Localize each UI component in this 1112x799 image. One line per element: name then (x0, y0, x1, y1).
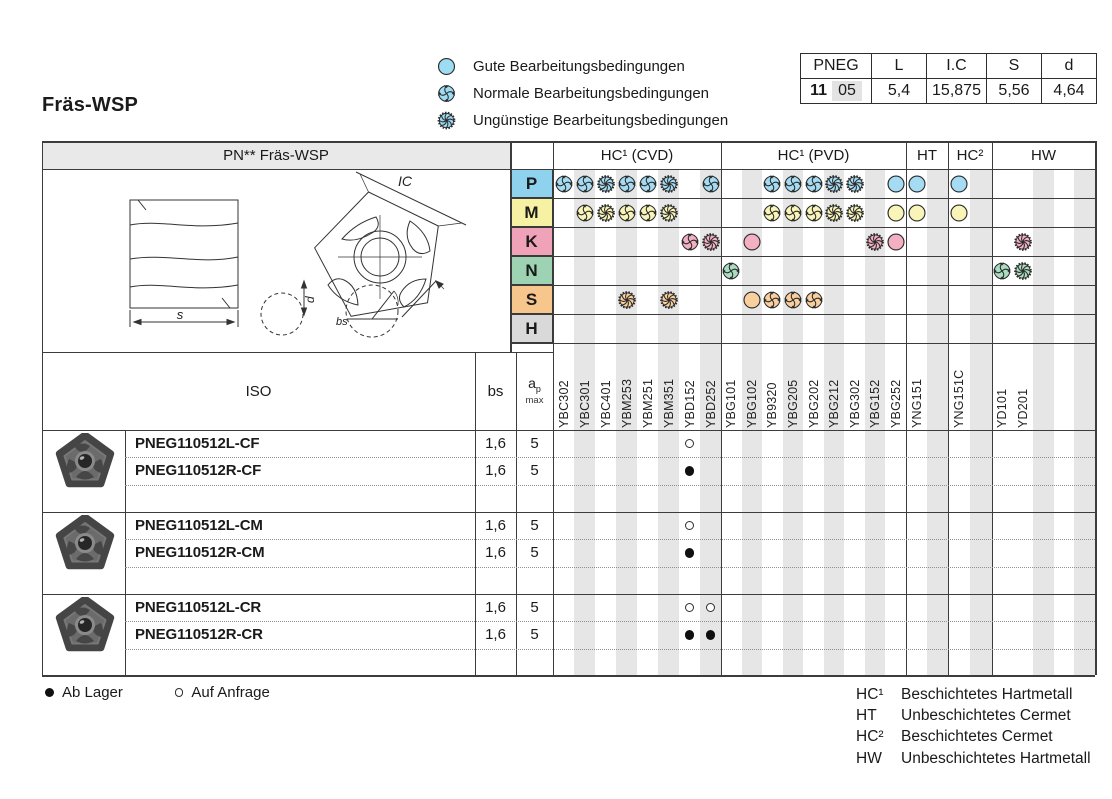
grade-column-label: YBG152 (868, 379, 883, 428)
condition-icon-normal (804, 174, 823, 193)
grade-letter-cell-M: M (510, 198, 553, 227)
condition-icon-bad (659, 290, 678, 309)
grade-column-label: YNG151 (909, 378, 924, 428)
grid-hline (510, 285, 1095, 286)
condition-legend-item (437, 53, 728, 80)
grade-letter-cell-S: S (510, 285, 553, 314)
section-header-ht: HT (917, 146, 937, 164)
grid-vline (125, 430, 126, 675)
product-bs-value: 1,6 (485, 435, 506, 453)
grid-vline (510, 141, 512, 352)
grade-column-label: YBG101 (724, 379, 739, 428)
product-photo (48, 433, 122, 491)
product-ap-value: 5 (530, 544, 539, 562)
condition-icon-good (886, 232, 905, 251)
page-title: Fräs-WSP (42, 94, 139, 116)
condition-icon-good (950, 174, 969, 193)
product-ap-value: 5 (530, 462, 539, 480)
condition-icon-normal (783, 174, 802, 193)
grade-column-label: YBG202 (806, 379, 821, 428)
svg-text:IC: IC (398, 173, 412, 189)
row-separator-dotted (125, 649, 1095, 650)
availability-dot-request (685, 521, 694, 530)
material-code: HC¹ (856, 685, 884, 703)
condition-icon-normal (804, 290, 823, 309)
condition-icon-good (742, 290, 761, 309)
grid-hline (42, 169, 1095, 170)
grade-column-label: YBC302 (556, 380, 571, 428)
material-label: Beschichtetes Cermet (901, 728, 1053, 746)
iso-column-header: ISO (245, 382, 272, 400)
condition-icon-good (886, 203, 905, 222)
section-header-hw: HW (1031, 146, 1056, 164)
dims-code-main: 11 (810, 82, 828, 99)
stock-symbol-request (175, 688, 184, 697)
stock-legend (45, 684, 322, 701)
material-label: Unbeschichtetes Hartmetall (901, 749, 1091, 767)
product-bs-value: 1,6 (485, 626, 506, 644)
grid-vline (553, 141, 554, 675)
table-header-insert-family: PN** Fräs-WSP (42, 141, 510, 169)
grade-column-label: YBM253 (619, 378, 634, 428)
good-condition-icon (437, 57, 456, 76)
svg-text:s: s (176, 307, 184, 322)
material-legend-item (856, 684, 1091, 705)
condition-icon-good (886, 174, 905, 193)
row-separator-dotted (125, 457, 1095, 458)
bad-condition-icon (437, 111, 456, 130)
product-ap-value: 5 (530, 435, 539, 453)
condition-icon-normal (575, 203, 594, 222)
dims-code-sub: 05 (832, 81, 862, 101)
condition-icon-bad (596, 174, 615, 193)
availability-dot-request (685, 439, 694, 448)
availability-dot-stock (706, 630, 716, 640)
product-name: PNEG110512L-CR (135, 599, 262, 617)
product-bs-value: 1,6 (485, 544, 506, 562)
condition-icon-bad (596, 203, 615, 222)
product-bs-value: 1,6 (485, 599, 506, 617)
availability-dot-request (685, 603, 694, 612)
product-name: PNEG110512R-CM (135, 544, 265, 562)
product-ap-value: 5 (530, 626, 539, 644)
grid-hline (42, 352, 553, 353)
svg-text:d: d (303, 296, 317, 303)
condition-icon-normal (763, 290, 782, 309)
dims-header-d: d (1041, 54, 1096, 78)
section-header-hc2: HC² (956, 146, 984, 164)
product-photo (48, 597, 122, 655)
stock-legend-item-request (175, 684, 270, 701)
section-header-cvd: HC¹ (CVD) (600, 146, 674, 164)
condition-icon-normal (804, 203, 823, 222)
grid-hline (510, 227, 1095, 228)
grid-vline (992, 141, 993, 675)
material-code: HT (856, 706, 877, 724)
condition-legend-item (437, 80, 728, 107)
material-legend-item (856, 705, 1091, 726)
ap-max-column-header (516, 352, 553, 430)
condition-icon-bad (617, 290, 636, 309)
grade-column-label: YBG102 (744, 379, 759, 428)
grade-letter-cell-H: H (510, 314, 553, 343)
section-header-pvd: HC¹ (PVD) (777, 146, 850, 164)
condition-legend-label: Ungünstige Bearbeitungsbedingungen (473, 112, 729, 129)
ap-max-label: max (525, 395, 544, 407)
condition-legend-item (437, 107, 728, 134)
grid-hline (42, 141, 1095, 143)
condition-legend (437, 53, 728, 134)
grid-hline (510, 343, 1095, 344)
product-photo (48, 515, 122, 573)
row-separator-dotted (125, 539, 1095, 540)
grade-letter-cell-K: K (510, 227, 553, 256)
product-name: PNEG110512L-CF (135, 435, 260, 453)
grade-column-stripe (970, 169, 992, 675)
grid-vline (906, 141, 907, 675)
dims-header-S: S (986, 54, 1041, 78)
stock-symbol-stock (45, 688, 54, 697)
dims-header-PNEG: PNEG (813, 57, 859, 74)
condition-icon-bad (845, 174, 864, 193)
material-label: Unbeschichtetes Cermet (901, 706, 1071, 724)
availability-dot-stock (685, 548, 695, 558)
condition-icon-good (742, 232, 761, 251)
condition-icon-normal (701, 174, 720, 193)
grid-hline (510, 256, 1095, 257)
insert-dimensions-table (800, 53, 1097, 104)
stock-legend-label: Ab Lager (62, 684, 123, 701)
material-label: Beschichtetes Hartmetall (901, 685, 1073, 703)
dims-header-I.C: I.C (926, 54, 986, 78)
material-legend-item (856, 748, 1091, 769)
condition-icon-normal (763, 203, 782, 222)
grade-column-label: YNG151C (952, 369, 966, 428)
ap-symbol: $a_p$ (528, 375, 541, 395)
grade-column-label: YB9320 (765, 382, 780, 428)
grade-column-label: YBG252 (888, 379, 903, 428)
product-name: PNEG110512R-CR (135, 626, 263, 644)
dims-insert-code (801, 78, 871, 103)
availability-dot-stock (685, 630, 695, 640)
condition-icon-bad (866, 232, 885, 251)
grade-column-label: YD101 (995, 388, 1010, 428)
grid-vline (721, 141, 722, 675)
dims-value: 5,56 (986, 78, 1041, 103)
condition-icon-normal (993, 261, 1012, 280)
grade-column-label: YD201 (1015, 388, 1030, 428)
bs-column-header: bs (487, 382, 504, 400)
condition-icon-normal (783, 290, 802, 309)
condition-icon-normal (617, 174, 636, 193)
grade-column-label: YBM251 (640, 378, 655, 428)
condition-icon-bad (659, 174, 678, 193)
grid-hline (510, 314, 1095, 315)
availability-dot-request (706, 603, 715, 612)
grade-column-label: YBD152 (682, 380, 697, 428)
condition-icon-normal (722, 261, 741, 280)
row-separator-dotted (125, 567, 1095, 568)
condition-icon-normal (554, 174, 573, 193)
grade-column-label: YBG212 (827, 379, 842, 428)
condition-icon-normal (638, 174, 657, 193)
svg-text:bs: bs (336, 316, 348, 328)
row-separator-dotted (125, 485, 1095, 486)
stock-legend-label: Auf Anfrage (191, 684, 270, 701)
condition-icon-good (907, 174, 926, 193)
stock-legend-item-stock (45, 684, 123, 701)
grade-column-label: YBG205 (785, 379, 800, 428)
grid-vline (42, 141, 43, 675)
dims-value: 4,64 (1041, 78, 1096, 103)
technical-drawing (42, 169, 510, 352)
condition-icon-good (907, 203, 926, 222)
grade-column-label: YBM351 (661, 378, 676, 428)
grade-column-label: YBG302 (847, 379, 862, 428)
condition-icon-bad (1013, 232, 1032, 251)
grid-hline (510, 198, 1095, 199)
condition-icon-bad (1013, 261, 1032, 280)
dims-value: 5,4 (871, 78, 926, 103)
dims-header-L: L (871, 54, 926, 78)
condition-icon-normal (617, 203, 636, 222)
condition-icon-good (950, 203, 969, 222)
condition-icon-bad (845, 203, 864, 222)
product-ap-value: 5 (530, 517, 539, 535)
grid-vline (948, 141, 949, 675)
grade-column-stripe (1074, 169, 1095, 675)
grade-letter-cell-N: N (510, 256, 553, 285)
grid-hline (42, 675, 1095, 677)
condition-icon-normal (638, 203, 657, 222)
condition-icon-bad (825, 174, 844, 193)
grid-vline (1095, 141, 1097, 675)
condition-icon-bad (825, 203, 844, 222)
grade-column-label: YBD252 (703, 380, 718, 428)
product-ap-value: 5 (530, 599, 539, 617)
condition-icon-bad (659, 203, 678, 222)
condition-icon-normal (763, 174, 782, 193)
condition-legend-label: Normale Bearbeitungsbedingungen (473, 85, 710, 102)
dims-value: 15,875 (926, 78, 986, 103)
condition-legend-label: Gute Bearbeitungsbedingungen (473, 58, 685, 75)
material-code: HC² (856, 728, 884, 746)
row-separator-dotted (125, 621, 1095, 622)
product-name: PNEG110512L-CM (135, 517, 263, 535)
material-code: HW (856, 749, 882, 767)
grade-column-stripe (927, 169, 948, 675)
product-bs-value: 1,6 (485, 462, 506, 480)
grade-column-label: YBC401 (598, 380, 613, 428)
condition-icon-normal (680, 232, 699, 251)
grade-column-stripe (1033, 169, 1054, 675)
material-legend (856, 684, 1091, 769)
normal-condition-icon (437, 84, 456, 103)
product-bs-value: 1,6 (485, 517, 506, 535)
condition-icon-normal (575, 174, 594, 193)
material-legend-item (856, 727, 1091, 748)
grade-letter-cell-P: P (510, 169, 553, 198)
product-name: PNEG110512R-CF (135, 462, 262, 480)
condition-icon-bad (701, 232, 720, 251)
condition-icon-normal (783, 203, 802, 222)
availability-dot-stock (685, 466, 695, 476)
grade-column-label: YBC301 (577, 380, 592, 428)
